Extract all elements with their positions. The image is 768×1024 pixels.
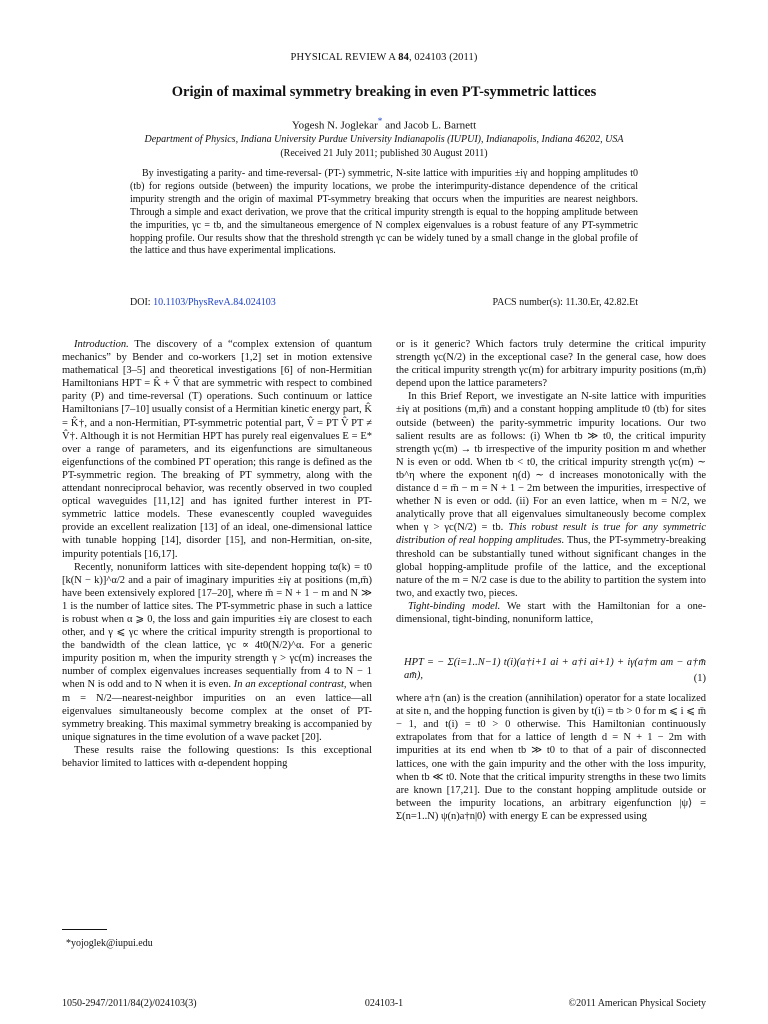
paper-title: Origin of maximal symmetry breaking in even PT-symmetric lattices [171,84,597,100]
footnote-divider [62,929,107,930]
doi-label: DOI: [130,297,154,308]
author-name: Jacob L. Barnett [403,119,477,132]
paragraph-text: Recently, nonuniform lattices with site-dependent hopping tα(k) = t0 [k(N − k)]^α/2 and a pair of imaginary impurities ±iγ at positions (m,m̄) have been extensively explored [17–20], where m̄ = N + 1 − m and N ≫ 1 is the number of lattice sites. The PT-symmetric phase in such a lattice is robust when α ⩾ 0, the loss and gain impurities ±iγ are closest to each other, and γ ⩽ γc where the critical impurity strength is proportional to the bandwidth of the clean lattice, γc ∝ 4t0(N/2)^α. For a generic impurity position m, when the impurity strength γ > γc(m) increases the number of complex eigenvalues increases sequentially from 4 to N − 1 when N is odd and to N when it is even. [62,561,372,691]
equation-1 [396,646,706,686]
paragraph: where a†n (an) is the creation (annihilation) operator for a state localized at site n, and the hopping function is given by t(i) = tb > 0 for m ⩽ i ⩽ m̄ − 1, and t(i) = t0 > 0 otherwise. This Hamiltonian continuously extrapolates from that for a lattice of length d = N + 1 − 2m with impurities at its end when tb ≫ t0 to that of a pair of disconnected lattices, one with the gain impurity and the other with the loss impurity, when tb ≪ t0. Note that the critical impurity strengths in these two limits are known [17,21]. Due to the constant hopping amplitude outside or between the impurity locations, an arbitrary eigenfunction |ψ⟩ = Σ(n=1..N) ψ(n)a†n|0⟩ with energy E can be expressed using [396,693,706,822]
doi-link[interactable]: 10.1103/PhysRevA.84.024103 [153,297,276,308]
paragraph: or is it generic? Which factors truly determine the critical impurity strength γc(N/2) in the exceptional case? In the general case, how does the critical impurity strength γc(m) for arbitrary impurity positions (m,m̄) depend upon the lattice parameters? [396,339,706,390]
page-number: 024103-1 [364,998,404,1009]
paragraph [396,390,706,600]
paragraph [62,561,372,744]
paragraph-text: The discovery of a “complex extension of quantum mechanics” by Bender and co-workers [1,2] set in motion extensive mathematical [3–5] and theoretical investigations [6] of non-Hermitian Hamiltonians HPT = K̂ + V̂ that are symmetric with respect to combined parity (P) and time-reversal (T) operations. Such continuum or lattice Hamiltonians [7–10] usually consist of a Hermitian kinetic energy part, K̂ = K̂†, and a non-Hermitian, PT-symmetric potential part, V̂ = PT V̂ PT ≠ V̂†. Although it is not Hermitian HPT has purely real eigenvalues E = E* over a range of parameters, and its eigenfunctions are simultaneous eigenfunctions of the combined PT operation; this range is defined as the PT-symmetric region. The breaking of PT symmetry, along with the attendant nonreciprocal behavior, was recently observed in two coupled optical waveguides [11,12] and has ignited further interest in PT-symmetric lattice models. These evanescently coupled waveguides provide an excellent realization [13] of an ideal, one-dimensional lattice with tunable hopping [14], disorder [15], and non-Hermitian, on-site, impurity potentials [16,17]. [62,339,372,560]
running-head [0,52,768,63]
pacs-numbers: PACS number(s): 11.30.Er, 42.82.Et [492,297,638,308]
section-lead: Tight-binding model. [408,600,501,612]
emphasis-text: In an exceptional contrast, [231,679,347,691]
received-dates: (Received 21 July 2011; published 30 August 2011) [280,148,488,159]
abstract: By investigating a parity- and time-reversal- (PT-) symmetric, N-site lattice with impurities ±iγ and hopping amplitudes t0 (tb) for regions outside (between) the impurity locations, we probe the interimpurity-distance dependence of the critical impurity strength and the origin of maximal PT-symmetry breaking that occurs when the impurities are nearest neighbors. Through a simple and exact derivation, we prove that the critical impurity strength is equal to the hopping amplitude between the impurities, γc = tb, and the simultaneous emergence of N complex eigenvalues is a robust feature of any PT-symmetric hopping profile. Our results show that the threshold strength γc can be widely tuned by a small change in the global profile of the lattice and thus have experimental implications. [130,168,638,257]
paragraph [396,600,706,626]
footnote-email: *yojoglek@iupui.edu [66,938,153,949]
journal-citation: , 024103 (2011) [408,52,478,63]
footer-issn: 1050-2947/2011/84(2)/024103(3) [62,998,197,1009]
author-line [0,116,768,132]
section-lead: Introduction. [74,339,129,350]
author-conjunction: and [382,119,404,132]
paragraph-text: In this Brief Report, we investigate an N-site lattice with impurities ±iγ at positions (m,m̄) and a constant hopping amplitude t0 (tb) for sites outside (between) the parity-symmetric impurity locations. Our two salient results are as follows: (i) When tb ≫ t0, the critical impurity strength γc(m) → tb irrespective of the impurity position m and whether N is even or odd. When tb < t0, the critical impurity strength γc(m) ∼ tb^η where the exponent η(d) ∼ d increases monotonically with the distance d = m̄ − m = N + 1 − 2m between the impurities, irrespective of whether N is even or odd. (ii) For an even lattice, when m = N/2, we analytically prove that all eigenvalues simultaneously become complex when γ > γc(N/2) = tb. [396,391,706,534]
paragraph-text: when m = N/2—nearest-neighbor impurities on an even lattice—all eigenvalues simultaneously become complex at the onset of PT-symmetry breaking. This maximal symmetry breaking is accompanied by unique signatures in the time evolution of a wave packet [20]. [62,679,372,743]
right-column [396,338,706,823]
journal-volume: 84 [398,52,409,63]
paragraph: These results raise the following questions: Is this exceptional behavior limited to lattices with α-dependent hopping [62,744,372,769]
footer-copyright: ©2011 American Physical Society [568,998,706,1009]
paragraph-text: We start with the Hamiltonian for a one-dimensional, tight-binding, nonuniform lattice, [396,600,706,625]
footnote-link[interactable]: * [377,116,383,126]
journal-name: PHYSICAL REVIEW A [290,52,396,63]
author-name: Yogesh N. Joglekar [291,119,378,132]
left-column [62,338,372,770]
emphasis-text: This robust result is true for any symmetric distribution of real hopping amplitudes. [396,522,707,547]
equation-body: HPT = − Σ(i=1..N−1) t(i)(a†i+1 ai + a†i ai+1) + iγ(a†m am − a†m̄ am̄), [404,657,706,682]
paragraph [62,338,372,561]
equation-number: (1) [693,673,706,685]
paragraph-text: Thus, the PT-symmetry-breaking threshold can be substantially tuned without significant changes in the global hopping-amplitude profile of the lattice, and the exceptional nature of the m = N/2 case is due to the ability to partition the system into two, and exactly two, pieces. [396,535,707,599]
doi-row [130,297,638,308]
affiliation: Department of Physics, Indiana University Purdue University Indianapolis (IUPUI), Indianapolis, Indiana 46202, USA [144,134,624,145]
